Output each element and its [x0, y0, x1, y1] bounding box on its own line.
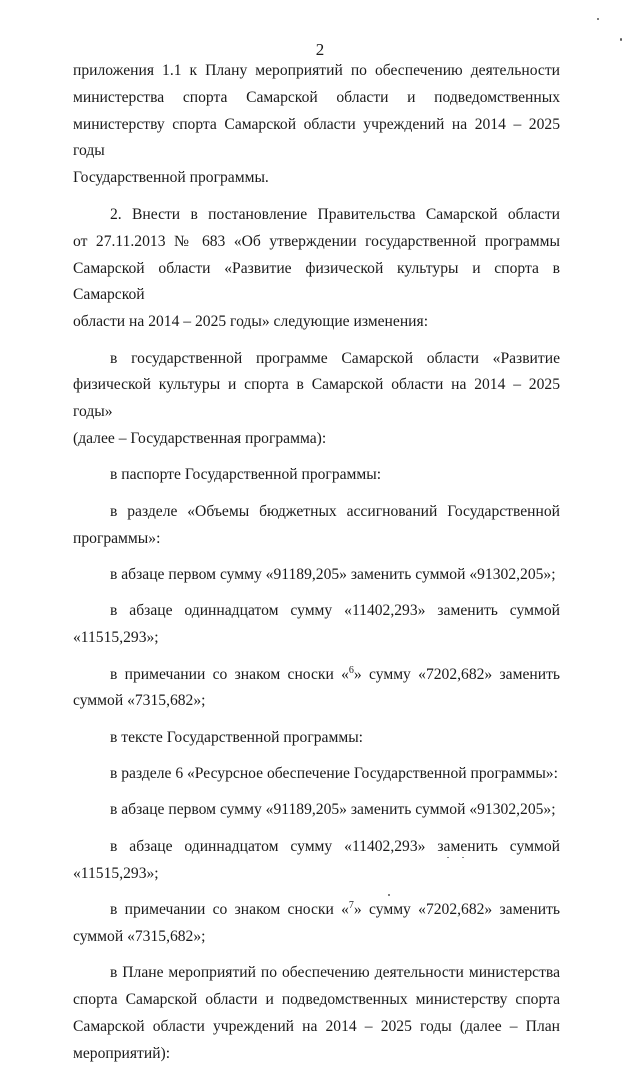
text-line: физической культуры и спорта в Самарской области на 2014 – 2025 годы»	[73, 376, 560, 421]
text-fragment: в примечании со знаком сноски «	[110, 665, 349, 683]
paragraph	[73, 562, 560, 589]
text-line: спорта Самарской области и подведомственных министерству спорта	[73, 991, 560, 1009]
scan-speck	[597, 18, 599, 20]
text-line: суммой «7315,682»;	[73, 927, 206, 945]
text-line: «11515,293»;	[73, 864, 159, 882]
text-line: Самарской области учреждений на 2014 – 2025 годы (далее – План	[73, 1017, 560, 1035]
paragraph	[73, 662, 560, 716]
text-line	[73, 662, 560, 689]
text-line: в абзаце первом сумму «91189,205» заменить суммой «91302,205»;	[110, 565, 556, 583]
paragraph	[73, 834, 560, 888]
text-line: «11515,293»;	[73, 629, 159, 647]
text-line: Государственной программы.	[73, 169, 269, 187]
text-line: в Плане мероприятий по обеспечению деятельности министерства	[110, 964, 560, 982]
text-line: в разделе «Объемы бюджетных ассигнований Государственной	[110, 502, 560, 520]
text-line: в абзаце первом сумму «91189,205» заменить суммой «91302,205»;	[110, 801, 556, 819]
paragraph	[73, 499, 560, 553]
paragraph	[73, 797, 560, 824]
text-line: от 27.11.2013 № 683 «Об утверждении государственной программы	[73, 232, 560, 250]
paragraph	[73, 761, 560, 788]
paragraph	[73, 725, 560, 752]
text-line: министерства спорта Самарской области и подведомственных	[73, 88, 560, 106]
text-line: в государственной программе Самарской области «Развитие	[110, 349, 560, 367]
text-line: в абзаце одиннадцатом сумму «11402,293» заменить суммой	[110, 837, 560, 855]
text-line: приложения 1.1 к Плану мероприятий по обеспечению деятельности	[73, 62, 560, 79]
page-number: 2	[315, 40, 325, 59]
paragraph-item-2	[73, 202, 560, 336]
document-body	[73, 58, 560, 1077]
text-fragment: в примечании со знаком сноски «	[110, 901, 349, 919]
text-line: 2. Внести в постановление Правительства Самарской области	[110, 205, 560, 223]
text-line: мероприятий):	[73, 1044, 171, 1062]
text-line: в тексте Государственной программы:	[110, 728, 364, 746]
paragraph	[73, 346, 560, 453]
text-line: министерству спорта Самарской области учреждений на 2014 – 2025 годы	[73, 115, 560, 160]
text-line	[73, 897, 560, 924]
text-fragment: » сумму «7202,682» заменить	[353, 901, 561, 919]
paragraph	[73, 897, 560, 951]
text-line: суммой «7315,682»;	[73, 692, 206, 710]
paragraph-continuation	[73, 58, 560, 192]
text-line: программы»:	[73, 529, 161, 547]
text-fragment: » сумму «7202,682» заменить	[353, 665, 561, 683]
paragraph	[73, 462, 560, 489]
text-line: в абзаце одиннадцатом сумму «11402,293» заменить суммой	[110, 602, 560, 620]
text-line: (далее – Государственная программа):	[73, 429, 327, 447]
text-line: Самарской области «Развитие физической культуры и спорта в Самарской	[73, 259, 560, 304]
text-line: в разделе 6 «Ресурсное обеспечение Государственной программы»:	[110, 765, 558, 783]
footnote-superscript: 7	[348, 900, 354, 912]
text-line: в паспорте Государственной программы:	[110, 466, 382, 484]
paragraph	[73, 598, 560, 652]
text-line: области на 2014 – 2025 годы» следующие изменения:	[73, 313, 429, 331]
paragraph	[73, 960, 560, 1067]
footnote-superscript: 6	[348, 664, 354, 676]
